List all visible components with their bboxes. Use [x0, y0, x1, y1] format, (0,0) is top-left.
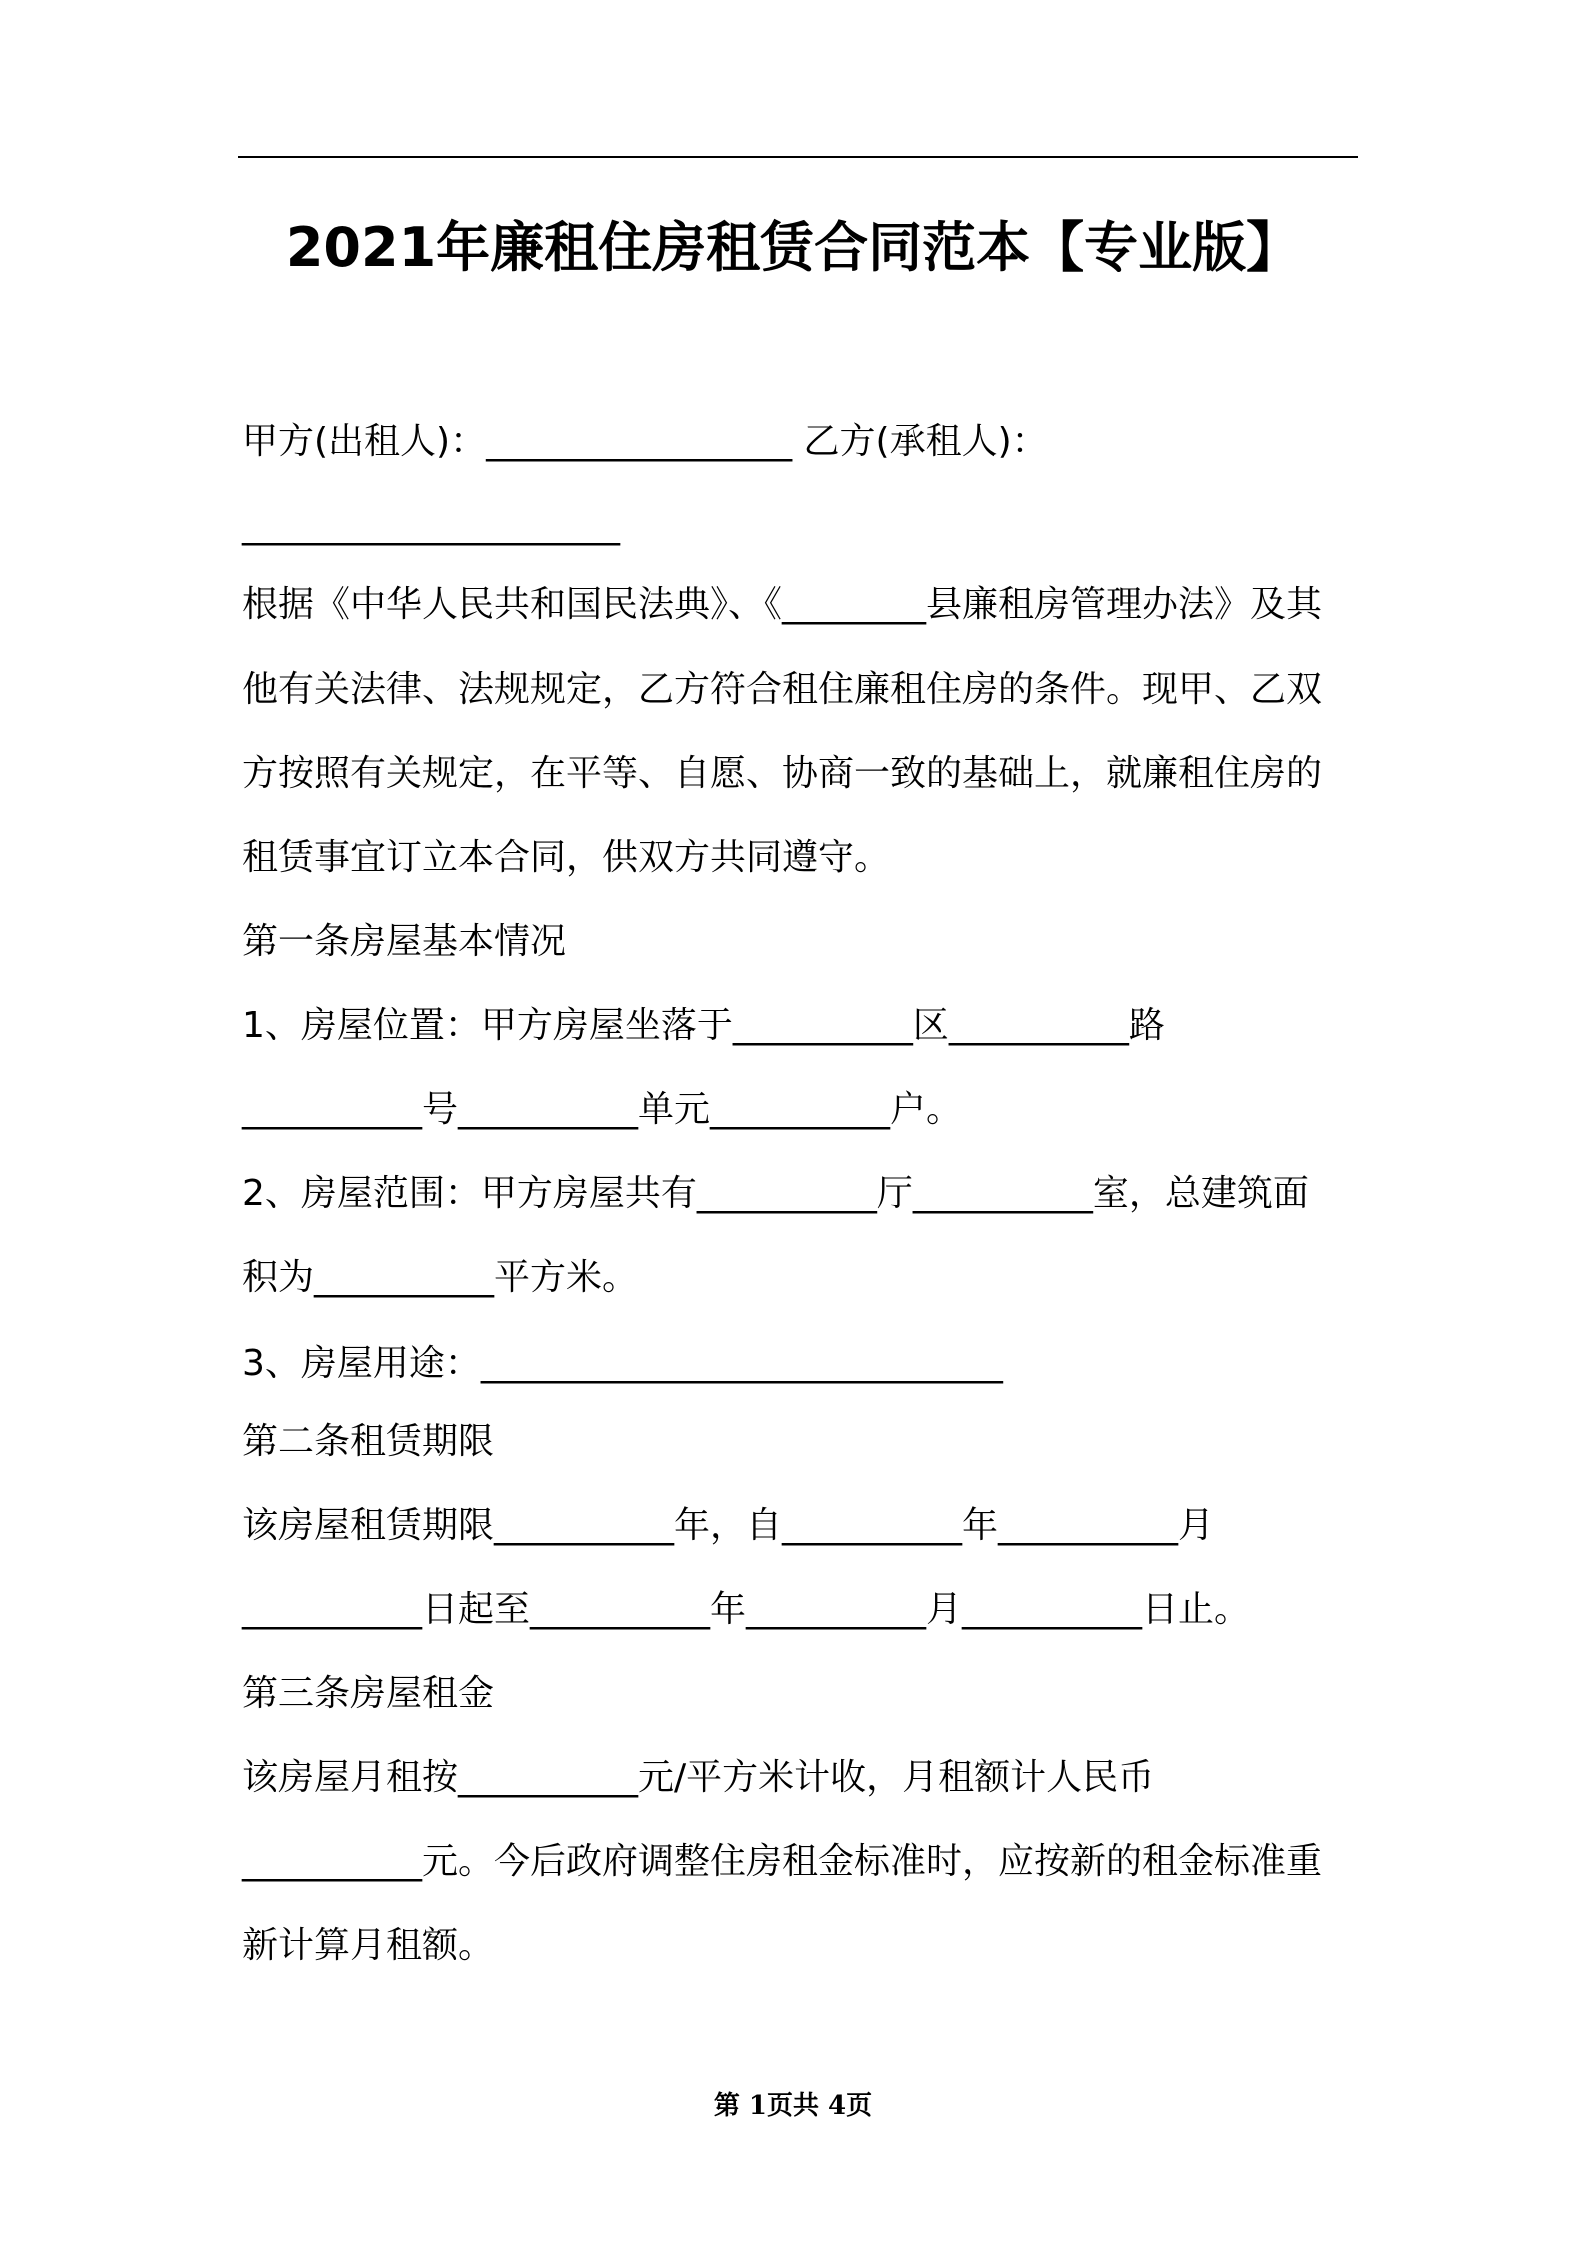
article-1-heading: 第一条房屋基本情况 [242, 921, 567, 962]
lease-term-line-1: 该房屋租赁期限__________年，自__________年__________月 [242, 1505, 1215, 1546]
lease-term-line-2: __________日起至__________年__________月__________日止。 [242, 1589, 1251, 1630]
preamble-line-1: 根据《中华人民共和国民法典》、《________县廉租房管理办法》及其 [242, 584, 1323, 625]
preamble-line-3: 方按照有关规定，在平等、自愿、协商一致的基础上，就廉租住房的 [242, 753, 1323, 794]
rent-line-2: __________元。今后政府调整住房租金标准时，应按新的租金标准重 [242, 1841, 1323, 1882]
rent-line-3: 新计算月租额。 [242, 1925, 495, 1966]
article-3-heading: 第三条房屋租金 [242, 1673, 495, 1714]
document-title: 2021年廉租住房租赁合同范本【专业版】 [285, 216, 1301, 279]
house-scope-line-2: 积为__________平方米。 [242, 1257, 639, 1298]
preamble-line-4: 租赁事宜订立本合同，供双方共同遵守。 [242, 837, 891, 878]
house-use-line: 3、房屋用途：_____________________________ [242, 1343, 1003, 1384]
preamble-line-2: 他有关法律、法规规定，乙方符合租住廉租住房的条件。现甲、乙双 [242, 669, 1323, 710]
party-b-blank-line: _____________________ [242, 505, 620, 546]
house-location-line-1: 1、房屋位置：甲方房屋坐落于__________区__________路 [242, 1005, 1165, 1046]
article-2-heading: 第二条租赁期限 [242, 1421, 495, 1462]
house-scope-line-1: 2、房屋范围：甲方房屋共有__________厅__________室，总建筑面 [242, 1173, 1309, 1214]
header-rule [238, 156, 1358, 158]
rent-line-1: 该房屋月租按__________元/平方米计收，月租额计人民币 [242, 1757, 1155, 1798]
page-footer: 第 1页共 4页 [713, 2091, 873, 2121]
party-line: 甲方(出租人)：_________________ 乙方(承租人)： [242, 421, 1048, 462]
house-location-line-2: __________号__________单元__________户。 [242, 1089, 962, 1130]
